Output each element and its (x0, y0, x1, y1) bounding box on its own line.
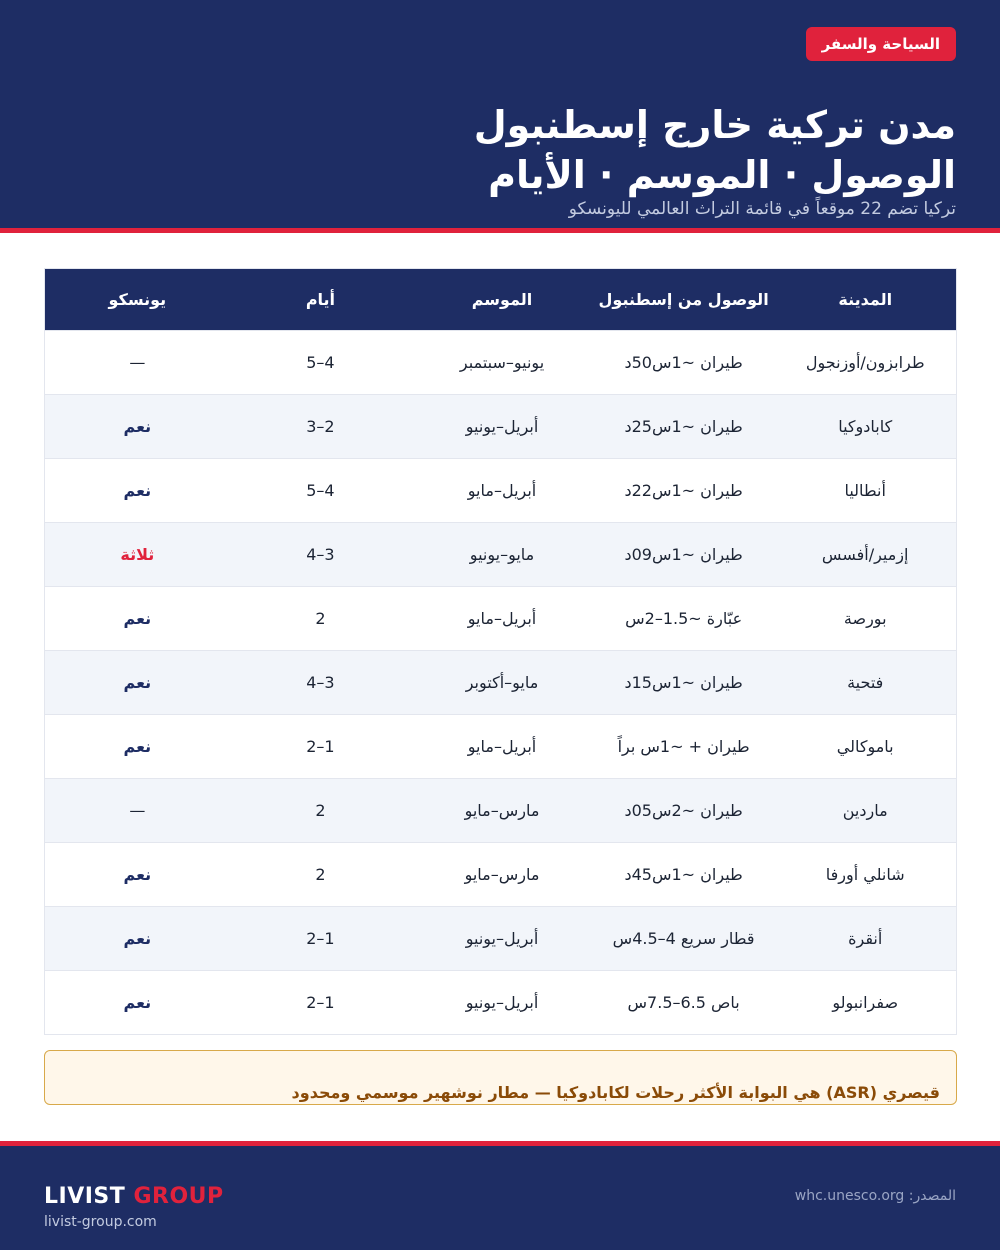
cell-access: طيران ~1س50د (624, 353, 743, 372)
cell-city: فتحية (847, 673, 884, 692)
cell-season: أبريل–يونيو (465, 929, 539, 948)
cell-access: طيران ~1س25د (624, 417, 743, 436)
cell-unesco: ثلاثة (120, 545, 155, 564)
cell-city: بورصة (843, 609, 887, 628)
cell-unesco: نعم (123, 673, 152, 692)
cell-days: 2 (315, 609, 326, 628)
cell-unesco: — (129, 801, 146, 820)
title-line-1: مدن تركية خارج إسطنبول (473, 103, 956, 147)
note-text: قيصري (ASR) هي البوابة الأكثر رحلات لكابادوكيا — مطار نوشهير موسمي ومحدود (291, 1083, 940, 1102)
cell-unesco: نعم (123, 929, 152, 948)
cell-city: ماردين (842, 801, 888, 820)
cell-days: 1–2 (306, 993, 335, 1012)
cell-city: أنطاليا (844, 481, 886, 500)
page-subtitle: تركيا تضم 22 موقعاً في قائمة التراث العالمي لليونسكو (568, 199, 956, 219)
cities-table (44, 268, 957, 1035)
cell-access: طيران + ~1س براً (617, 737, 750, 756)
cell-city: أنقرة (848, 929, 883, 948)
table-row (45, 586, 956, 650)
cell-days: 2 (315, 865, 326, 884)
cell-days: 1–2 (306, 929, 335, 948)
cell-season: أبريل–يونيو (465, 993, 539, 1012)
category-badge: السياحة والسفر (806, 27, 956, 61)
cell-access: طيران ~2س05د (624, 801, 743, 820)
table-row (45, 714, 956, 778)
cell-days: 3–4 (306, 673, 335, 692)
cell-access: طيران ~1س15د (624, 673, 743, 692)
cell-access: باص 6.5–7.5س (627, 993, 740, 1012)
title-line-2: الوصول · الموسم · الأيام (488, 153, 956, 197)
cell-unesco: نعم (123, 417, 152, 436)
cell-unesco: نعم (123, 481, 152, 500)
cell-season: مارس–مايو (464, 865, 540, 884)
table-row (45, 778, 956, 842)
header-banner (0, 0, 1000, 228)
cell-city: شانلي أورفا (825, 865, 905, 884)
cell-season: مارس–مايو (464, 801, 540, 820)
table-row (45, 970, 956, 1034)
cell-season: مايو–أكتوبر (465, 673, 539, 692)
cell-unesco: نعم (123, 993, 152, 1012)
table-header (45, 269, 956, 330)
table-row (45, 522, 956, 586)
cell-season: مايو–يونيو (469, 545, 535, 564)
brand-url: livist-group.com (44, 1214, 157, 1230)
brand-main: LIVIST (44, 1184, 126, 1209)
cell-unesco: نعم (123, 737, 152, 756)
column-header-access: الوصول من إسطنبول (598, 290, 769, 309)
cell-days: 2–3 (306, 417, 335, 436)
cell-access: طيران ~1س09د (624, 545, 743, 564)
cell-days: 4–5 (306, 353, 335, 372)
brand-logo (44, 1184, 224, 1209)
page-title (156, 100, 956, 200)
cell-season: أبريل–مايو (467, 737, 537, 756)
cell-access: عبّارة ~1.5–2س (625, 609, 743, 628)
column-header-season: الموسم (471, 290, 533, 309)
cell-days: 4–5 (306, 481, 335, 500)
column-header-unesco: يونسكو (108, 290, 167, 309)
cell-days: 3–4 (306, 545, 335, 564)
cell-city: باموكالي (836, 737, 894, 756)
cell-unesco: نعم (123, 609, 152, 628)
table-row (45, 842, 956, 906)
cell-season: أبريل–مايو (467, 609, 537, 628)
source-credit: المصدر: whc.unesco.org (794, 1188, 956, 1204)
table-body (45, 330, 956, 1034)
cell-days: 1–2 (306, 737, 335, 756)
column-header-days: أيام (305, 290, 336, 309)
cell-unesco: نعم (123, 865, 152, 884)
cell-access: طيران ~1س22د (624, 481, 743, 500)
brand-accent: GROUP (133, 1184, 224, 1209)
cell-city: كابادوكيا (838, 417, 893, 436)
cell-season: أبريل–مايو (467, 481, 537, 500)
cell-city: صفرانبولو (832, 993, 899, 1012)
cell-access: طيران ~1س45د (624, 865, 743, 884)
table-row (45, 394, 956, 458)
cell-city: طرابزون/أوزنجول (805, 353, 925, 372)
cell-access: قطار سريع 4–4.5س (612, 929, 755, 948)
table-row (45, 906, 956, 970)
table-row (45, 330, 956, 394)
cell-city: إزمير/أفسس (821, 545, 909, 564)
header-accent-stripe (0, 228, 1000, 233)
cell-season: أبريل–يونيو (465, 417, 539, 436)
table-row (45, 650, 956, 714)
table-row (45, 458, 956, 522)
footer (0, 1146, 1000, 1250)
cell-days: 2 (315, 801, 326, 820)
cell-season: يونيو–سبتمبر (459, 353, 545, 372)
cell-unesco: — (129, 353, 146, 372)
info-note (44, 1050, 957, 1105)
column-header-city: المدينة (838, 290, 893, 309)
